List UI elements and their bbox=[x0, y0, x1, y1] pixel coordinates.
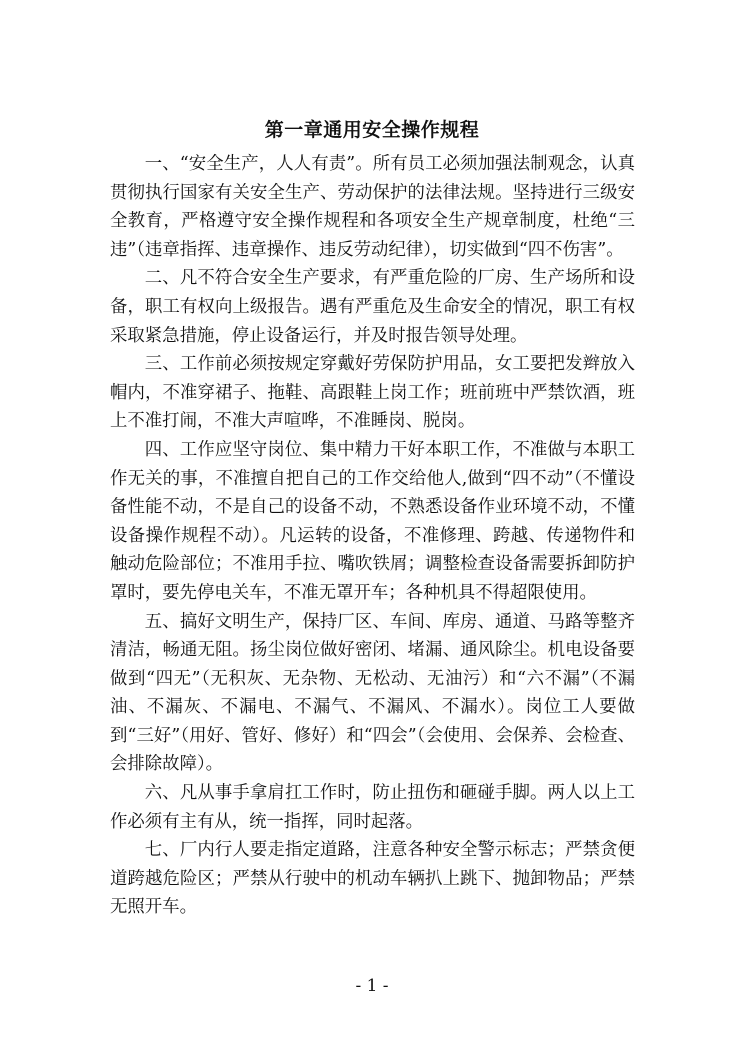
paragraph-2: 二、凡不符合安全生产要求，有严重危险的厂房、生产场所和设备，职工有权向上级报告。遇有严重危及生命安全的情况，职工有权采取紧急措施，停止设备运行，并及时报告领导处理。 bbox=[110, 268, 635, 346]
page-number: - 1 - bbox=[355, 976, 389, 996]
page-title: 第一章通用安全操作规程 bbox=[264, 119, 480, 141]
paragraph-4: 四、工作应坚守岗位、集中精力干好本职工作，不准做与本职工作无关的事，不准擅自把自己的工作交给他人,做到“四不动”（不懂设备性能不动，不是自己的设备不动，不熟悉设备作业环境不动，不懂设备操作规程不动）。凡运转的设备，不准修理、跨越、传递物件和触动危险部位；不准用手拉、嘴吹铁屑；调整检查设备需要拆卸防护罩时，要先停电关车，不准无罩开车；各种机具不得超限使用。 bbox=[110, 439, 635, 603]
paragraph-1: 一、“安全生产，人人有责”。所有员工必须加强法制观念，认真贯彻执行国家有关安全生产、劳动保护的法律法规。坚持进行三级安全教育，严格遵守安全操作规程和各项安全生产规章制度，杜绝“三违”（违章指挥、违章操作、违反劳动纪律），切实做到“四不伤害”。 bbox=[110, 154, 635, 260]
paragraph-6: 六、凡从事手拿肩扛工作时，防止扭伤和砸碰手脚。两人以上工作必须有主有从，统一指挥，同时起落。 bbox=[110, 783, 635, 832]
paragraph-3: 三、工作前必须按规定穿戴好劳保防护用品，女工要把发辫放入帽内，不准穿裙子、拖鞋、高跟鞋上岗工作；班前班中严禁饮酒，班上不准打闹，不准大声喧哗，不准睡岗、脱岗。 bbox=[110, 354, 635, 432]
paragraph-5: 五、搞好文明生产，保持厂区、车间、库房、通道、马路等整齐清洁，畅通无阻。扬尘岗位做好密闭、堵漏、通风除尘。机电设备要做到“四无”（无积灰、无杂物、无松动、无油污）和“六不漏”（不漏油、不漏灰、不漏电、不漏气、不漏风、不漏水）。岗位工人要做到“三好”（用好、管好、修好）和“四会”（会使用、会保养、会检查、会排除故障）。 bbox=[110, 611, 635, 775]
document-body bbox=[110, 150, 635, 922]
paragraph-7: 七、厂内行人要走指定道路，注意各种安全警示标志；严禁贪便道跨越危险区；严禁从行驶中的机动车辆扒上跳下、抛卸物品；严禁无照开车。 bbox=[110, 840, 635, 918]
